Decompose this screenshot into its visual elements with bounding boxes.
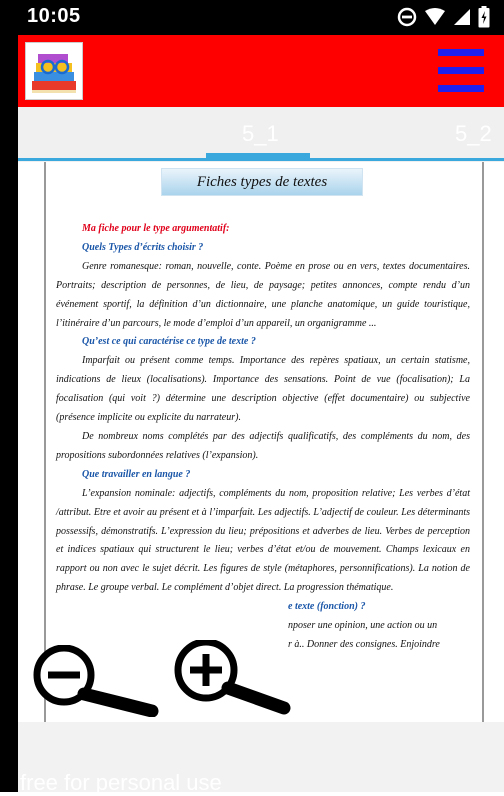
do-not-disturb-icon [397,7,417,27]
status-icons [397,6,490,28]
question-heading: Qu’est ce qui caractérise ce type de texte ? [82,336,256,348]
paragraph: Imparfait ou présent comme temps. Importance des repères spatiaux, un certain statisme, indications de lieux (localisations). Importance des sensations. Point de vue (focalisation); La focalisation (qui voit ?) détermine une description objective (effet documentaire) ou subjective (présence implicite ou explicite du narrateur). [56,355,470,424]
paragraph: nposer une opinion, une action ou un [288,620,438,632]
zoom-in-icon[interactable] [158,640,293,716]
footer-area [18,722,504,795]
document-title: Fiches types de textes [161,168,363,196]
tab-5-1[interactable]: 5_1 [242,121,279,146]
paragraph: De nombreux noms complétés par des adjectifs qualificatifs, des compléments du nom, des propositions subordonnées relatives (l’expansion). [56,430,470,461]
zoom-out-icon[interactable] [22,645,162,717]
question-heading: Que travailler en langue ? [82,468,191,480]
books-logo [25,42,83,100]
question-heading: e texte (fonction) ? [288,601,366,613]
status-time: 10:05 [27,5,81,27]
status-bar [0,0,504,35]
hamburger-menu-icon[interactable] [438,49,486,93]
document-body [56,220,470,655]
tab-strip [18,107,504,162]
tab-underline [18,158,504,161]
footer-watermark: free for personal use [20,770,222,795]
paragraph: r à.. Donner des consignes. Enjoindre [288,638,440,650]
signal-icon [453,8,471,26]
battery-icon [478,6,490,28]
paragraph: Genre romanesque: roman, nouvelle, conte. Poème en prose ou en vers, textes documentaires. Portraits; description de personnes, de lieu, de paysage; petites annonces, compte rendu d’un événement sportif, la définition d’un dictionnaire, une planche anatomique, un guide touristique, l’itinéraire d’un parcours, le mode d’emploi d’un appareil, un organigramme ... [56,260,470,329]
question-heading: Quels Types d’écrits choisir ? [82,241,204,253]
left-edge-strip [0,35,18,792]
wifi-icon [424,8,446,26]
heading-main: Ma fiche pour le type argumentatif: [82,223,230,234]
paragraph: L’expansion nominale: adjectifs, compléments du nom, proposition relative; Les verbes d’état /attribut. Etre et avoir au présent et à l’imparfait. Les adjectifs. L’adjectif de couleur. Les déterminants possessifs, démonstratifs. L’expression du lieu; prépositions et adverbes de lieu. Verbes de perception et indices spatiaux qui structurent le lieu; verbes d’état et/ou de mouvement. Champs lexicaux en rapport ou non avec le sujet décrit. Les figures de style (métaphores, personnifications). La notion de phrase. Le groupe verbal. Le complément d’objet direct. La progression thématique. [56,487,470,594]
app-bar [18,35,504,107]
tab-5-2[interactable]: 5_2 [455,121,492,146]
document-page[interactable] [18,162,504,722]
